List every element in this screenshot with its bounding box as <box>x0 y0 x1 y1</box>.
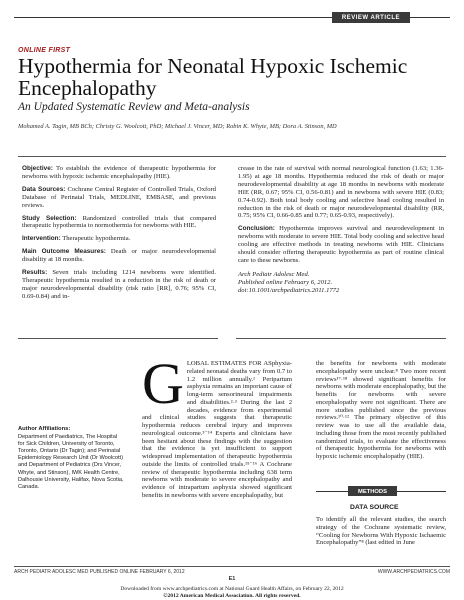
abstract-objective: Objective: To establish the evidence of therapeutic hypothermia for newborns with hypoxic ischemic encephalopathy (HIE). <box>22 165 217 180</box>
citation-journal: Arch Pediatr Adolesc Med. <box>238 270 310 278</box>
abstract-results-continued: crease in the rate of survival with normal neurological function (1.63; 1.36-1.95) at age 18 months. Hypothermia reduced the risk of death or major neurodevelopmental disability at age 18 months in newborns with moderate HIE (RR, 0.67; 95% CI, 0.56-0.81) and in newborns with severe HIE (0.83; 0.74-0.92). Both total body cooling and selective head cooling resulted in reduction in the risk of death or major neurodevelopmental disability (RR, 0.75; 95% CI, 0.66-0.85 and 0.77; 0.65-0.93, respectively). <box>238 165 444 220</box>
methods-section-bar <box>316 486 446 496</box>
abstract-conclusion: Conclusion: Hypothermia improves survival and neurodevelopment in newborns with moderate to severe HIE. Total body cooling and selective head cooling are effective methods in treating newborns with HIE. Clinicians should consider offering therapeutic hypothermia as part of routine clinical care to these newborns. <box>238 225 444 264</box>
author-list: Mohamed A. Tagin, MB BCh; Christy G. Woolcott, PhD; Michael J. Vincer, MD; Robin K. Whyte, MB; Dora A. Stinson, MD <box>18 123 337 130</box>
copyright-line: ©2012 American Medical Association. All rights reserved. <box>163 593 301 599</box>
author-affiliations <box>18 426 124 491</box>
affiliations-heading: Author Affiliations: <box>18 426 71 432</box>
citation-published: Published online February 6, 2012. <box>238 278 333 286</box>
abstract-results: Results: Seven trials including 1214 newborns were identified. Therapeutic hypothermia resulted in a reduction in the risk of death or major neurodevelopmental disability (risk ratio [RR], 0.76; 95% CI, 0.69-0.84) and in- <box>22 269 216 300</box>
intro-paragraph-continued: the benefits for newborns with moderate encephalopathy were unclear.⁸ Two more recent reviews¹⁷·¹⁸ showed significant benefits for newborns with moderate encephalopathy, but the benefits for newborns with severe encephalopathy were not significant. There are more studies published since the previous reviews.¹⁰·¹² The primary objective of this review was to use all the available data, including those from the most recently published randomized trials, to evaluate the effectiveness of therapeutic hypothermia for newborns with hypoxic ischemic encephalopathy (HIE). <box>316 360 446 460</box>
data-source-heading: DATA SOURCE <box>350 504 399 511</box>
download-line: Downloaded from www.archpediatrics.com at National Guard Health Affairs, on February 22, 2012 <box>120 586 344 592</box>
abstract-intervention: Intervention: Therapeutic hypothermia. <box>22 235 131 243</box>
online-first-label: ONLINE FIRST <box>18 47 71 54</box>
article-subtitle: An Updated Systematic Review and Meta-analysis <box>18 101 250 113</box>
body-column-1 <box>142 351 292 500</box>
abstract-study-selection: Study Selection: Randomized controlled trials that compared therapeutic hypothermia to normothermia for newborns with HIE. <box>22 214 216 230</box>
dropcap-letter: G <box>142 351 184 416</box>
page-number: E1 <box>228 576 236 582</box>
download-notice <box>0 586 464 600</box>
abstract-outcome: Main Outcome Measures: Death or major neurodevelopmental disability at 18 months. <box>22 248 216 264</box>
affiliations-text: Department of Paediatrics, The Hospital for Sick Children, University of Toronto, Toronto, Ontario (Dr Tagin); and Perinatal Epidemiology Research Unit (Dr Woolcott) and Department of Pediatrics (Drs Vincer, Whyte, and Stinson), IWK Health Centre, Dalhousie University, Halifax, Nova Scotia, Canada. <box>18 434 124 490</box>
page-footer <box>14 566 450 582</box>
section-badge: REVIEW ARTICLE <box>332 12 410 23</box>
abstract-top-rule <box>18 156 446 157</box>
data-source-paragraph: To identify all the relevant studies, the search strategy of the Cochrane systematic review, “Cooling for Newborns With Hypoxic Ischaemic Encephalopathy”⁸ (last edited in June <box>316 516 446 547</box>
abstract-bottom-rule-right <box>236 338 446 339</box>
footer-website: WWW.ARCHPEDIATRICS.COM <box>377 569 450 575</box>
citation-doi: doi:10.1001/archpediatrics.2011.1772 <box>238 286 340 294</box>
abstract-left-column <box>22 165 216 306</box>
abstract-bottom-rule-left <box>18 338 218 339</box>
methods-heading: METHODS <box>348 486 397 496</box>
top-section-bar <box>14 12 450 22</box>
footer-rule <box>14 566 450 567</box>
intro-paragraph: LOBAL ESTIMATES FOR ASphyxia-related neonatal deaths vary from 0.7 to 1.2 million annually.¹ Peripartum asphyxia remains an important cause of long-term sensorineural impairments and disabilities.²·³ During the last 2 decades, evidence from experimental and clinical studies suggests that therapeutic hypothermia reduces cerebral injury and improves neurological outcome.³⁻¹⁴ Experts and clinicians have been hesitant about these findings with the suggestion that the evidence is yet insufficient to support widespread implementation of therapeutic hypothermia outside the limits of controlled trials.¹⁵⁻¹⁶ A Cochrane review of therapeutic hypothermia including 638 term newborns with moderate to severe encephalopathy and evidence of intrapartum asphyxia showed significant benefits in newborns with severe encephalopathy, but <box>142 360 292 499</box>
abstract-data-sources: Data Sources: Cochrane Central Register of Controlled Trials, Oxford Database of Perinatal Trials, MEDLINE, EMBASE, and previous reviews. <box>22 185 216 209</box>
body-column-2 <box>316 360 446 461</box>
abstract-right-column <box>238 165 444 300</box>
article-title: Hypothermia for Neonatal Hypoxic Ischemic Encephalopathy <box>18 54 408 100</box>
footer-journal-date: ARCH PEDIATR ADOLESC MED PUBLISHED ONLINE FEBRUARY 6, 2012 <box>14 569 185 575</box>
